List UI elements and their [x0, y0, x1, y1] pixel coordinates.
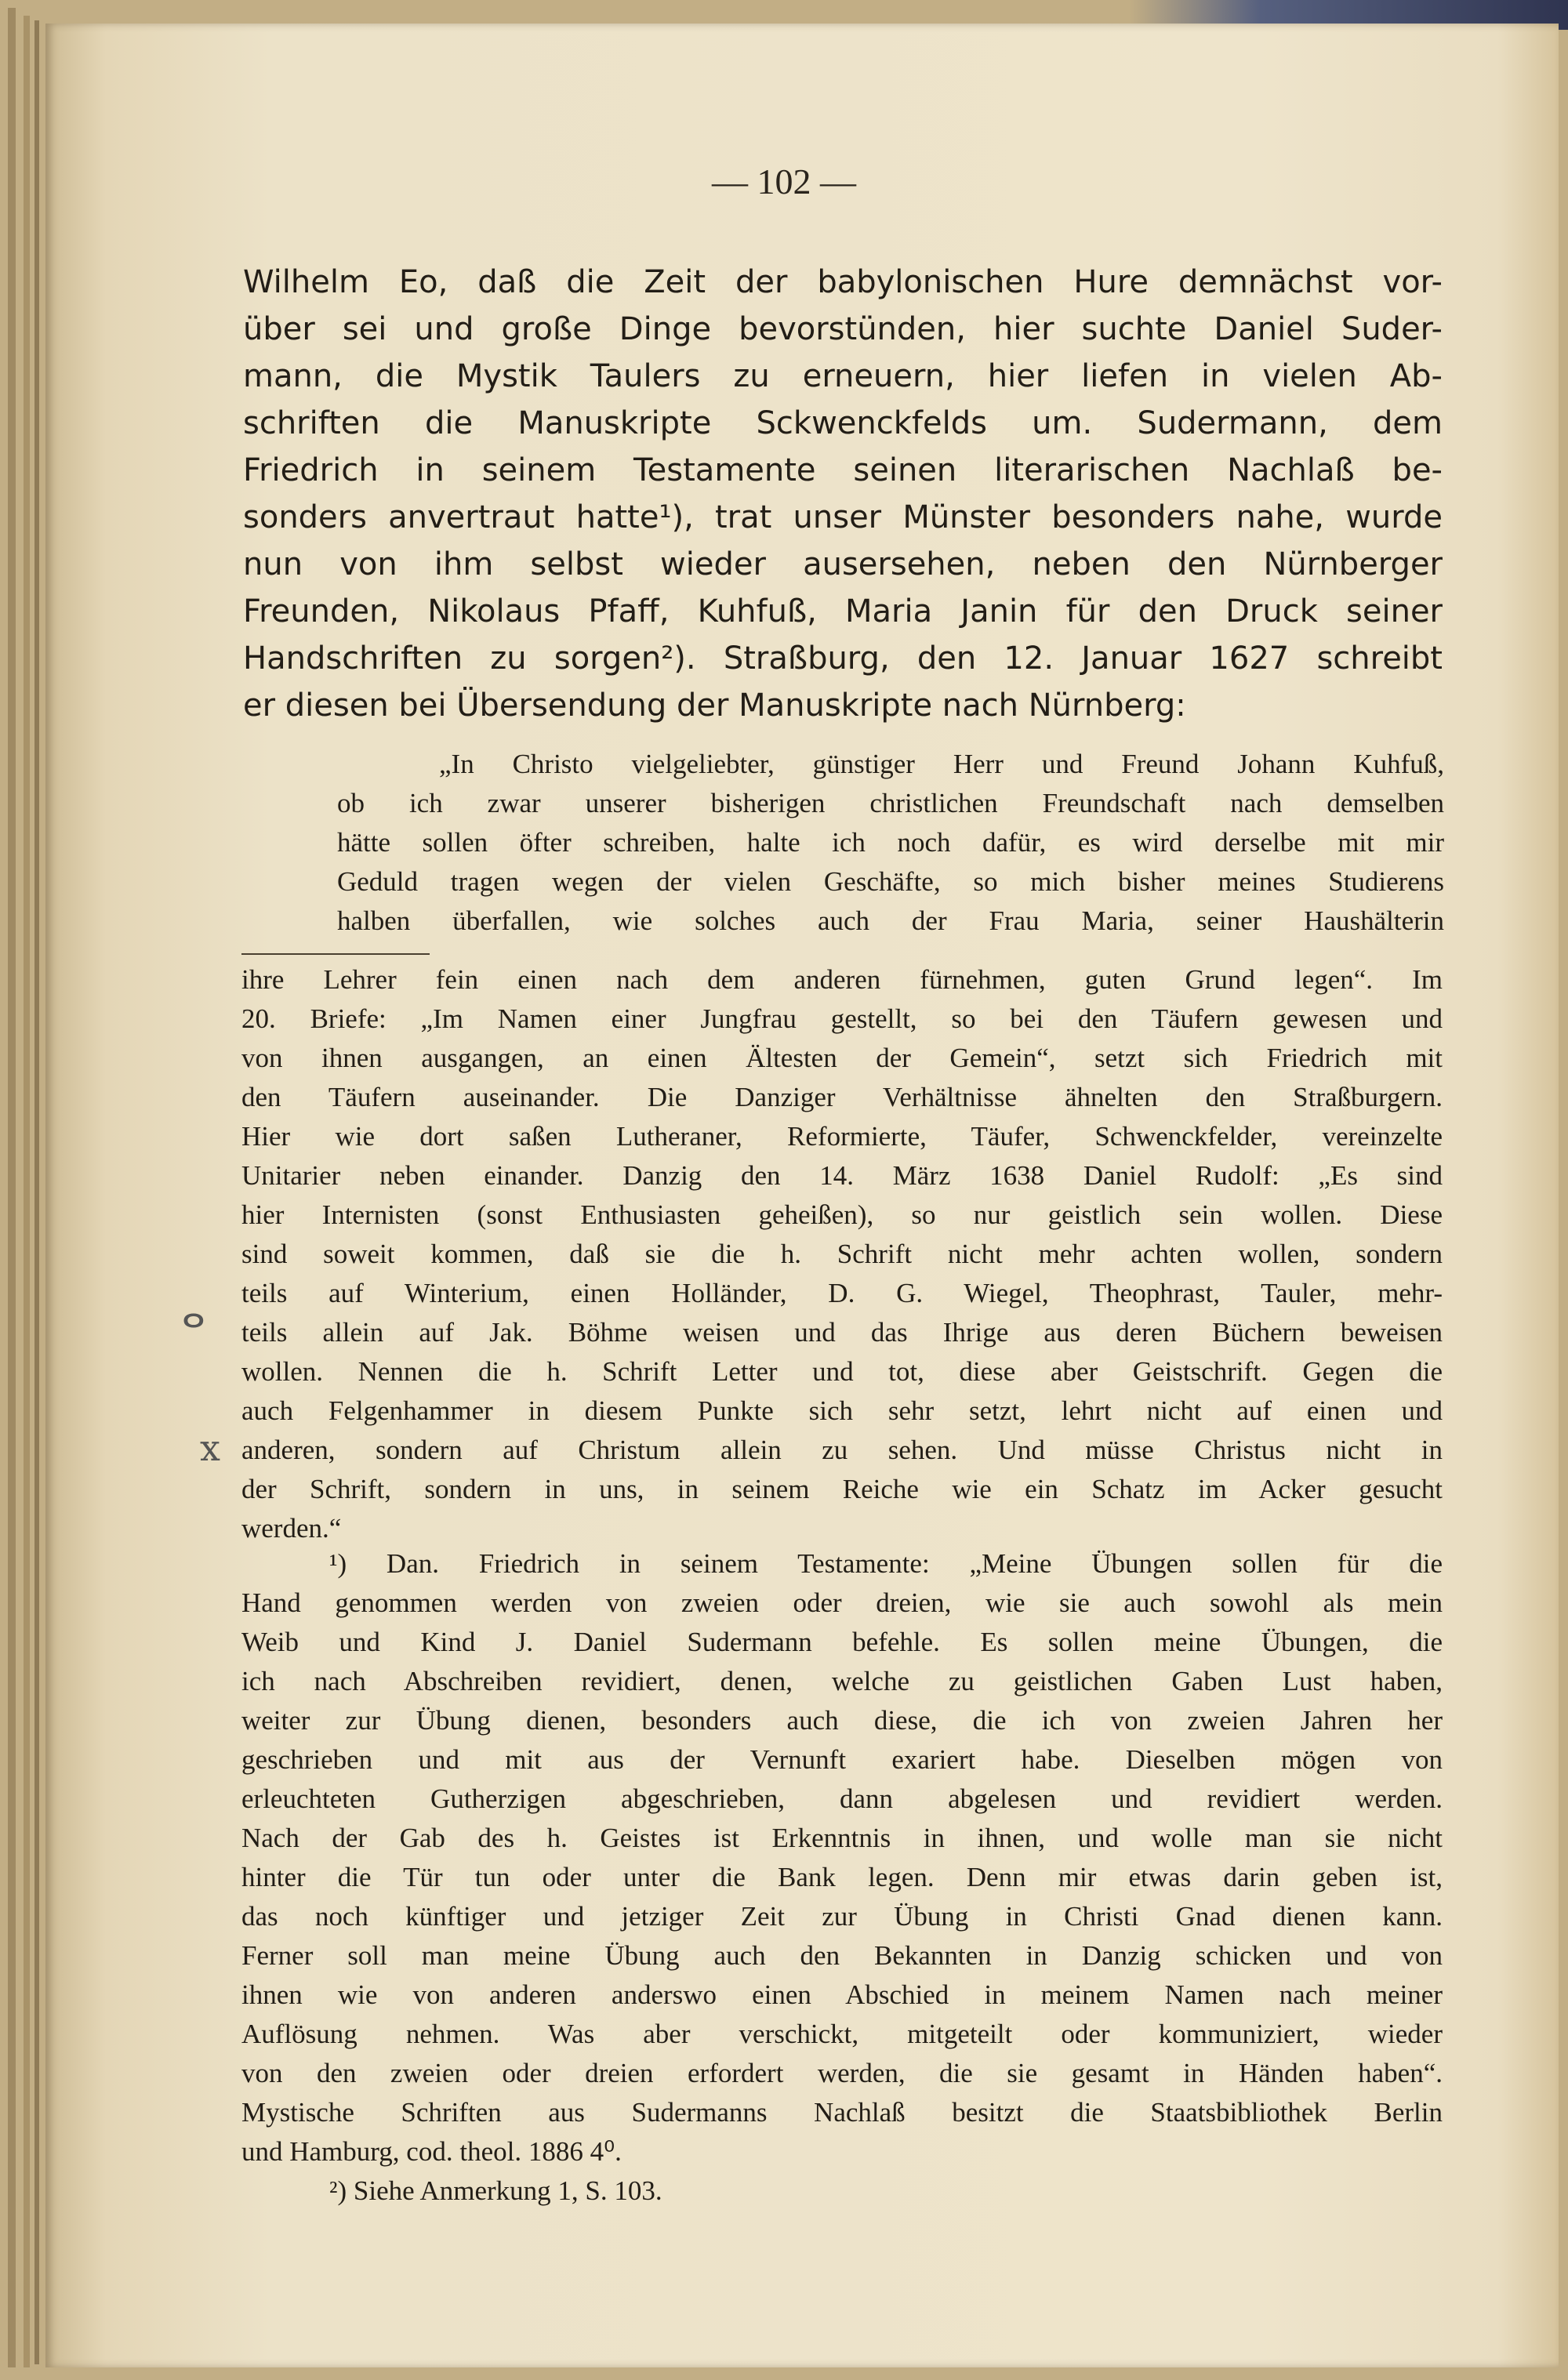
footnote-line: wollen. Nennen die h. Schrift Letter und tot, diese aber Geistschrift. Gegen die: [241, 1356, 1443, 1387]
footnote-line: der Schrift, sondern in uns, in seinem Reiche wie ein Schatz im Acker gesucht: [241, 1474, 1443, 1504]
main-text-line: Wilhelm Eo, daß die Zeit der babylonischen Hure demnächst vor-: [243, 264, 1443, 300]
main-text-line: Freunden, Nikolaus Pfaff, Kuhfuß, Maria Janin für den Druck seiner: [243, 593, 1443, 629]
footnote-1-line: erleuchteten Gutherzigen abgeschrieben, dann abgelesen und revidiert werden.: [241, 1783, 1443, 1814]
book-edge: [24, 16, 30, 2367]
book-edge: [34, 20, 39, 2364]
footnote-1-line: Ferner soll man meine Übung auch den Bekannten in Danzig schicken und von: [241, 1940, 1443, 1971]
footnote-line: sind soweit kommen, daß sie die h. Schrift nicht mehr achten wollen, sondern: [241, 1239, 1443, 1269]
footnote-line: werden.“: [241, 1513, 342, 1544]
footnote-line: Hier wie dort saßen Lutheraner, Reformierte, Täufer, Schwenckfelder, vereinzelte: [241, 1121, 1443, 1152]
main-text-line: Handschriften zu sorgen²). Straßburg, den 12. Januar 1627 schreibt: [243, 640, 1443, 677]
footnote-line: anderen, sondern auf Christum allein zu sehen. Und müsse Christus nicht in: [241, 1435, 1443, 1465]
quote-line: ob ich zwar unserer bisherigen christlichen Freundschaft nach demselben: [337, 788, 1444, 818]
main-text-line: schriften die Manuskripte Sckwenckfelds um. Sudermann, dem: [243, 405, 1443, 441]
quote-line: Geduld tragen wegen der vielen Geschäfte, so mich bisher meines Studierens: [337, 866, 1444, 897]
main-text-line: sonders anvertraut hatte¹), trat unser Münster besonders nahe, wurde: [243, 499, 1443, 535]
footnote-1-line: Weib und Kind J. Daniel Sudermann befehle. Es sollen meine Übungen, die: [241, 1627, 1443, 1657]
footnote-line: Unitarier neben einander. Danzig den 14. März 1638 Daniel Rudolf: „Es sind: [241, 1160, 1443, 1191]
footnote-1-line: geschrieben und mit aus der Vernunft exariert habe. Dieselben mögen von: [241, 1744, 1443, 1775]
footnote-1-line: weiter zur Übung dienen, besonders auch diese, die ich von zweien Jahren her: [241, 1705, 1443, 1736]
handwritten-margin-mark: ⴰ: [182, 1293, 205, 1336]
book-edge: [8, 8, 16, 2367]
footnote-1-line: ihnen wie von anderen anderswo einen Abschied in meinem Namen nach meiner: [241, 1979, 1443, 2010]
footnote-1-line: Hand genommen werden von zweien oder dreien, wie sie auch sowohl als mein: [241, 1587, 1443, 1618]
footnote-line: auch Felgenhammer in diesem Punkte sich sehr setzt, lehrt nicht auf einen und: [241, 1395, 1443, 1426]
footnote-line: teils allein auf Jak. Böhme weisen und das Ihrige aus deren Büchern beweisen: [241, 1317, 1443, 1348]
footnote-rule: [241, 953, 430, 955]
quote-line: halben überfallen, wie solches auch der Frau Maria, seiner Haushälterin: [337, 905, 1444, 936]
footnote-1-line: von den zweien oder dreien erfordert werden, die sie gesamt in Händen haben“.: [241, 2058, 1443, 2088]
footnote-1-line: Mystische Schriften aus Sudermanns Nachlaß besitzt die Staatsbibliothek Berlin: [241, 2097, 1443, 2128]
footnote-2-line: ²) Siehe Anmerkung 1, S. 103.: [329, 2175, 662, 2206]
main-text-line: er diesen bei Übersendung der Manuskripte nach Nürnberg:: [243, 688, 1186, 724]
main-text-line: nun von ihm selbst wieder ausersehen, neben den Nürnberger: [243, 546, 1443, 582]
footnote-1-line: hinter die Tür tun oder unter die Bank legen. Denn mir etwas darin geben ist,: [241, 1862, 1443, 1892]
footnote-1-line: Nach der Gab des h. Geistes ist Erkenntnis in ihnen, und wolle man sie nicht: [241, 1823, 1443, 1853]
handwritten-margin-mark: x: [200, 1427, 220, 1469]
footnote-line: teils auf Winterium, einen Holländer, D. G. Wiegel, Theophrast, Tauler, mehr-: [241, 1278, 1443, 1308]
footnote-line: hier Internisten (sonst Enthusiasten geheißen), so nur geistlich sein wollen. Diese: [241, 1199, 1443, 1230]
footnote-1-line: Auflösung nehmen. Was aber verschickt, mitgeteilt oder kommuniziert, wieder: [241, 2019, 1443, 2049]
footnote-line: den Täufern auseinander. Die Danziger Verhältnisse ähnelten den Straßburgern.: [241, 1082, 1443, 1112]
footnote-1-line: das noch künftiger und jetziger Zeit zur Übung in Christi Gnad dienen kann.: [241, 1901, 1443, 1932]
footnote-1-line: ich nach Abschreiben revidiert, denen, welche zu geistlichen Gaben Lust haben,: [241, 1666, 1443, 1696]
page-number: — 102 —: [712, 161, 856, 201]
footnote-line: 20. Briefe: „Im Namen einer Jungfrau gestellt, so bei den Täufern gewesen und: [241, 1003, 1443, 1034]
footnote-line: ihre Lehrer fein einen nach dem anderen fürnehmen, guten Grund legen“. Im: [241, 964, 1443, 995]
footnote-1-line: ¹) Dan. Friedrich in seinem Testamente: „Meine Übungen sollen für die: [329, 1548, 1443, 1579]
main-text-line: über sei und große Dinge bevorstünden, hier suchte Daniel Suder-: [243, 311, 1443, 347]
quote-line: hätte sollen öfter schreiben, halte ich noch dafür, es wird derselbe mit mir: [337, 827, 1444, 858]
main-text-line: mann, die Mystik Taulers zu erneuern, hier liefen in vielen Ab-: [243, 358, 1443, 394]
quote-line: „In Christo vielgeliebter, günstiger Herr und Freund Johann Kuhfuß,: [439, 749, 1444, 779]
footnote-line: von ihnen ausgangen, an einen Ältesten der Gemein“, setzt sich Friedrich mit: [241, 1043, 1443, 1073]
footnote-1-line: und Hamburg, cod. theol. 1886 4⁰.: [241, 2136, 622, 2167]
main-text-line: Friedrich in seinem Testamente seinen literarischen Nachlaß be-: [243, 452, 1443, 488]
